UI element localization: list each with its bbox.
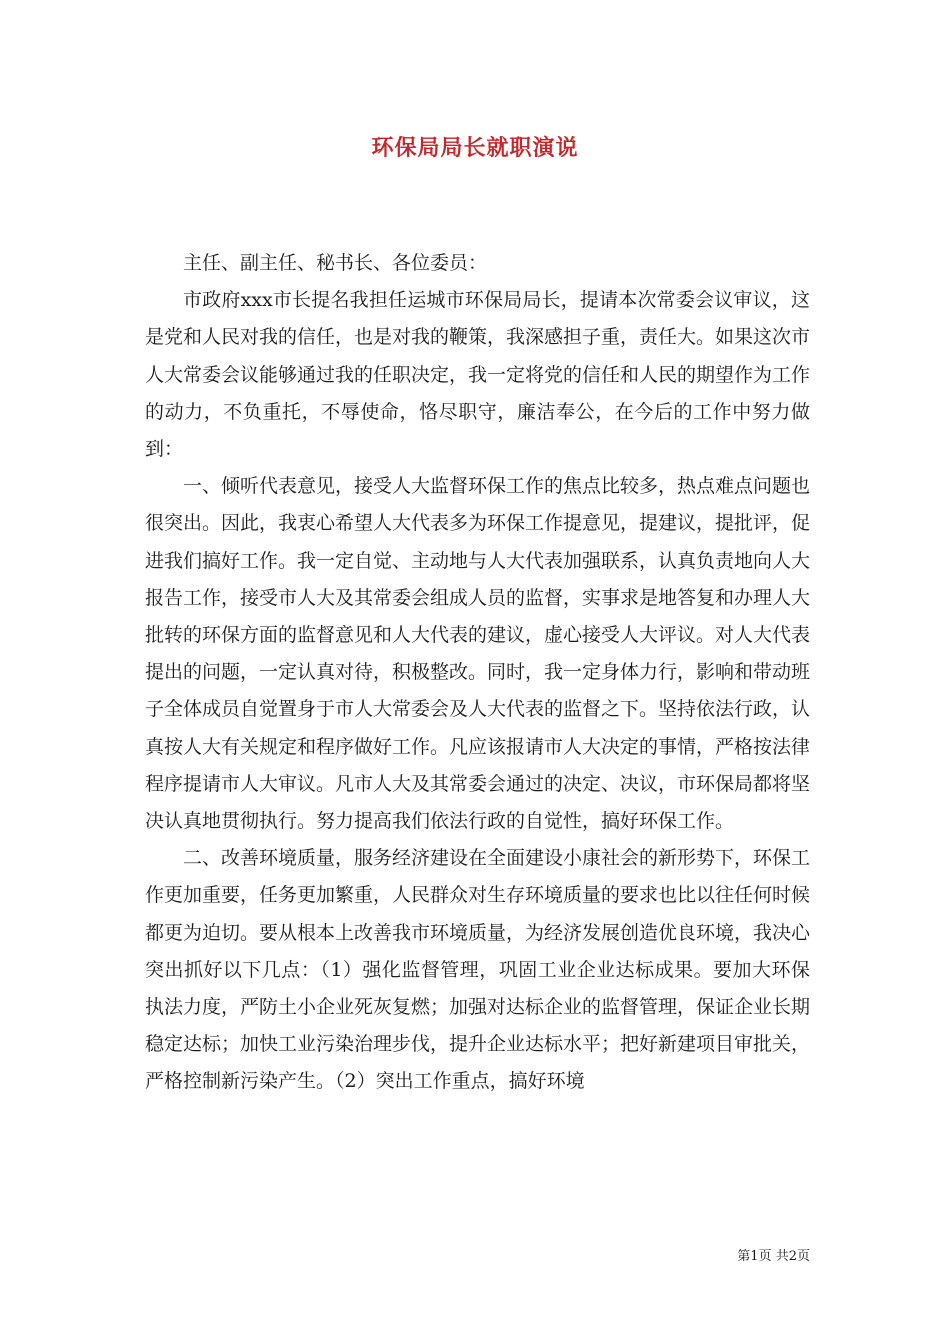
document-title: 环保局局长就职演说	[371, 135, 579, 161]
page-total: 2	[788, 1249, 797, 1264]
paragraph-section-one: 一、倾听代表意见，接受人大监督环保工作的焦点比较多，热点难点问题也很突出。因此，我衷心希望人大代表多为环保工作提意见，提建议，提批评，促进我们搞好工作。我一定自觉、主动地与人大代表加强联系，认真负责地向人大报告工作，接受市人大及其常委会组成人员的监督，实事求是地答复和办理人大批转的环保方面的监督意见和人大代表的建议，虚心接受人大评议。对人大代表提出的问题，一定认真对待，积极整改。同时，我一定身体力行，影响和带动班子全体成员自觉置身于市人大常委会及人大代表的监督之下。坚持依法行政，认真按人大有关规定和程序做好工作。凡应该报请市人大决定的事情，严格按法律程序提请市人大审议。凡市人大及其常委会通过的决定、决议，市环保局都将坚决认真地贯彻执行。努力提高我们依法行政的自觉性，搞好环保工作。	[145, 475, 811, 833]
salutation: 主任、副主任、秘书长、各位委员：	[183, 252, 488, 274]
paragraph-intro: 市政府xxx市长提名我担任运城市环保局局长，提请本次常委会议审议，这是党和人民对我的信任，也是对我的鞭策，我深感担子重，责任大。如果这次市人大常委会议能够通过我的任职决定，我一定将党的信任和人民的期望作为工作的动力，不负重托，不辱使命，恪尽职守，廉洁奉公，在今后的工作中努力做到：	[145, 289, 811, 461]
page-middle: 页 共	[758, 1249, 789, 1264]
page-prefix: 第	[737, 1249, 751, 1264]
page-current: 1	[750, 1249, 759, 1264]
page-suffix: 页	[796, 1249, 810, 1264]
page-number	[700, 1245, 810, 1264]
document-body	[145, 245, 810, 1101]
paragraph-section-two: 二、改善环境质量，服务经济建设在全面建设小康社会的新形势下，环保工作更加重要，任务更加繁重，人民群众对生存环境质量的要求也比以往任何时候都更为迫切。要从根本上改善我市环境质量，为经济发展创造优良环境，我决心突出抓好以下几点：（1）强化监督管理，巩固工业企业达标成果。要加大环保执法力度，严防土小企业死灰复燃；加强对达标企业的监督管理，保证企业长期稳定达标；加快工业污染治理步伐，提升企业达标水平；把好新建项目审批关，严格控制新污染产生。（2）突出工作重点，搞好环境	[145, 847, 811, 1093]
